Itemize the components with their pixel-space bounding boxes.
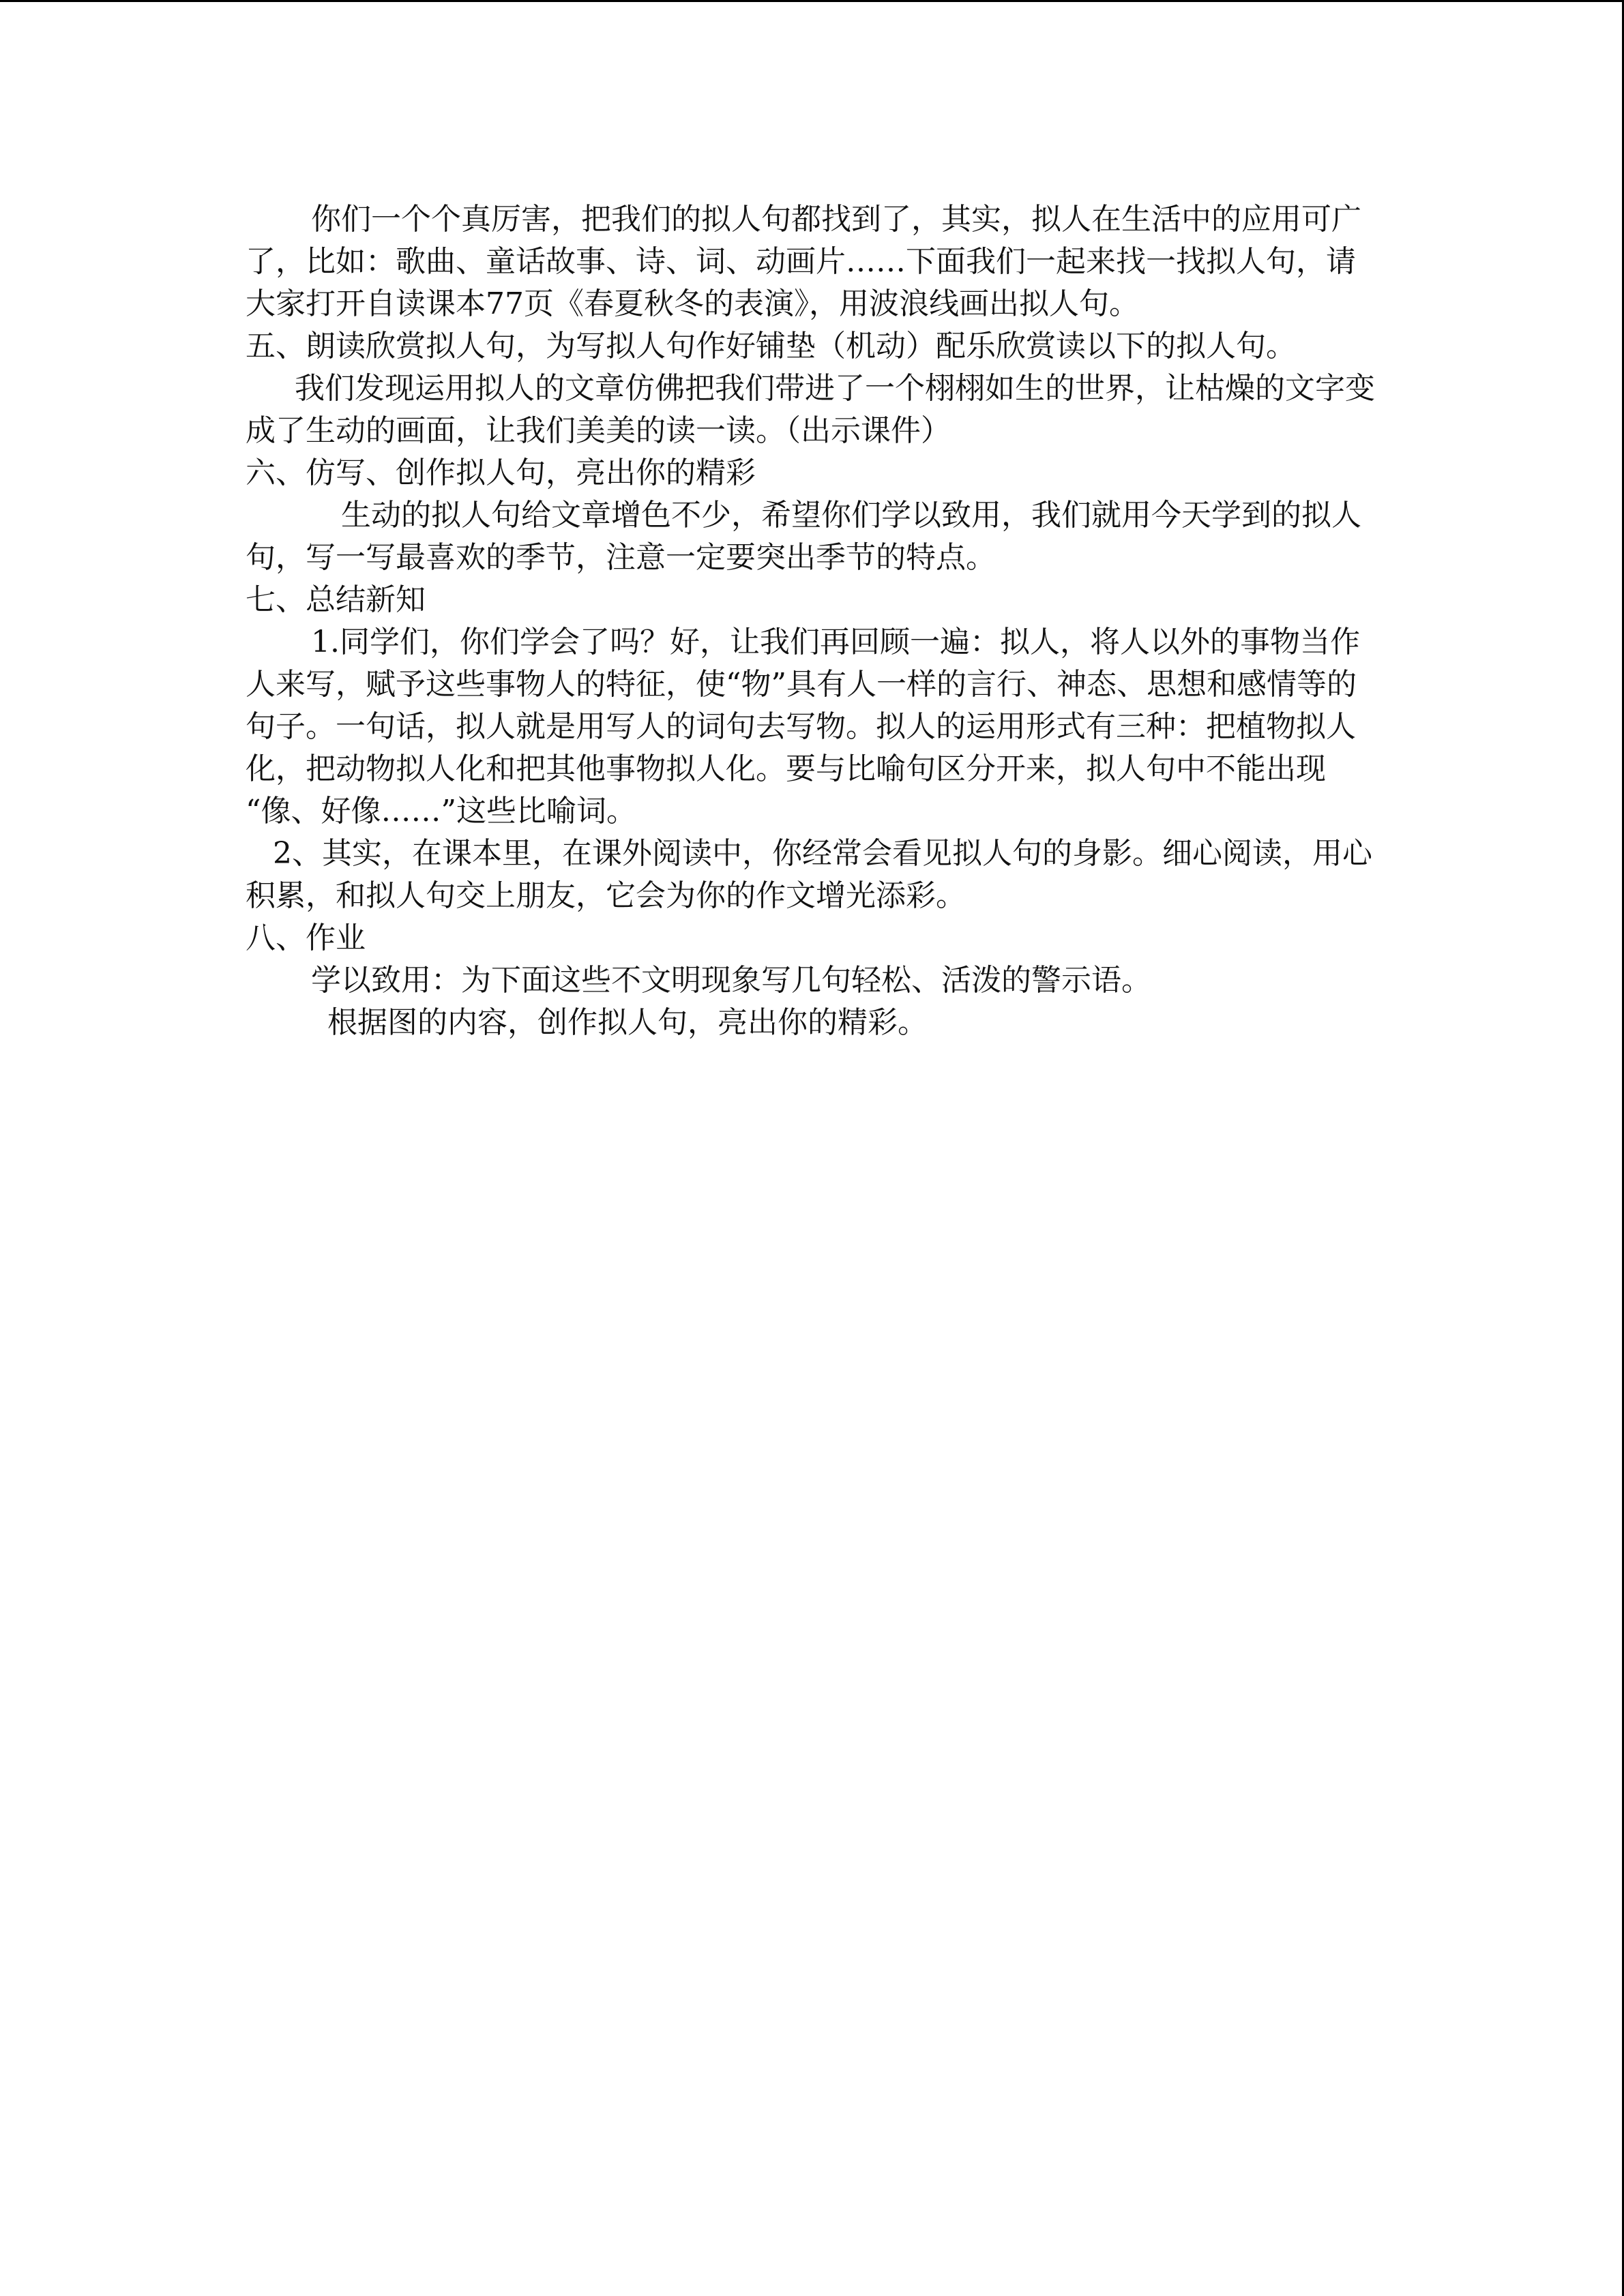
section-5-heading: 五、朗读欣赏拟人句，为写拟人句作好铺垫（机动）配乐欣赏读以下的拟人句。 <box>246 329 1296 363</box>
homework-item-2: 根据图的内容，创作拟人句，亮出你的精彩。 <box>327 1005 928 1040</box>
section-5-paragraph: 我们发现运用拟人的文章仿佛把我们带进了一个栩栩如生的世界，让枯燥的文字变成了生动的画面，让我们美美的读一读。（出示课件） <box>246 371 1375 448</box>
intro-paragraph: 你们一个个真厉害，把我们的拟人句都找到了，其实，拟人在生活中的应用可广了，比如：歌曲、童话故事、诗、词、动画片……下面我们一起来找一找拟人句，请大家打开自读课本77页《春夏秋冬的表演》，用波浪线画出拟人句。 <box>246 202 1361 321</box>
section-7-point-2: 2、其实，在课本里，在课外阅读中，你经常会看见拟人句的身影。细心阅读，用心积累，和拟人句交上朋友，它会为你的作文增光添彩。 <box>246 836 1372 913</box>
homework-item-1: 学以致用：为下面这些不文明现象写几句轻松、活泼的警示语。 <box>311 963 1151 998</box>
section-8-heading: 八、作业 <box>246 921 366 955</box>
section-7-heading: 七、总结新知 <box>246 582 426 617</box>
section-6-paragraph: 生动的拟人句给文章增色不少，希望你们学以致用，我们就用今天学到的拟人句，写一写最喜欢的季节，注意一定要突出季节的特点。 <box>246 498 1361 575</box>
section-6-heading: 六、仿写、创作拟人句，亮出你的精彩 <box>246 456 756 490</box>
section-7-point-1: 1.同学们，你们学会了吗？好，让我们再回顾一遍：拟人，将人以外的事物当作人来写，赋予这些事物人的特征，使“物”具有人一样的言行、神态、思想和感情等的句子。一句话，拟人就是用写人的词句去写物。拟人的运用形式有三种：把植物拟人化，把动物拟人化和把其他事物拟人化。要与比喻句区分开来，拟人句中不能出现 “像、好像……”这些比喻词。 <box>246 625 1360 829</box>
document-body <box>246 198 1378 1044</box>
